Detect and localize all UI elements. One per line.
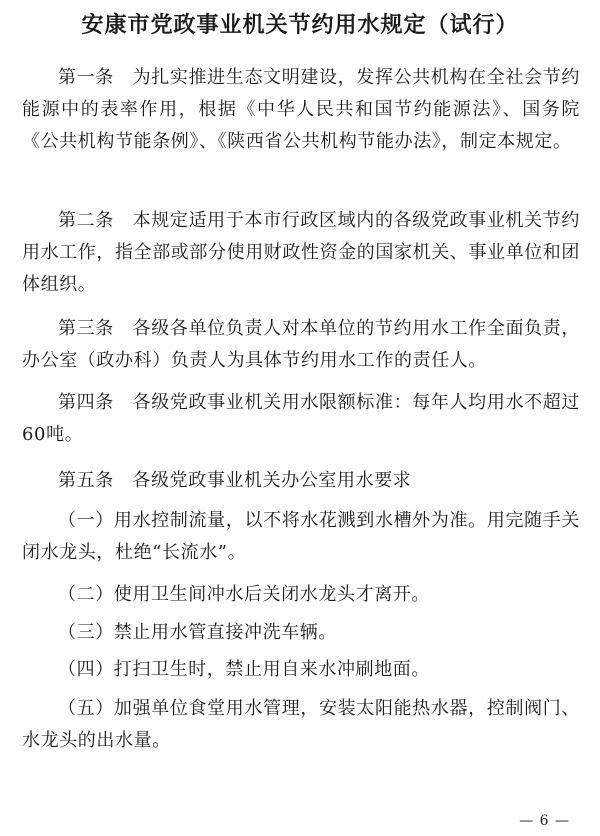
document-title: 安康市党政事业机关节约用水规定（试行）: [81, 12, 519, 38]
article-5-item-2: （二）使用卫生间冲水后关闭水龙头才离开。: [58, 584, 430, 605]
article-5: 第五条 各级党政事业机关办公室用水要求: [58, 470, 412, 491]
article-5-item-4: （四）打扫卫生时，禁止用自来水冲刷地面。: [58, 659, 430, 680]
article-4: 第四条 各级党政事业机关用水限额标准：每年人均用水不超过60吨。: [22, 392, 580, 445]
page-number: — 6 —: [519, 813, 570, 829]
article-5-item-1: （一）用水控制流量，以不将水花溅到水槽外为准。用完随手关闭水龙头，杜绝“长流水”。: [22, 510, 580, 563]
article-2: 第二条 本规定适用于本市行政区域内的各级党政事业机关节约用水工作，指全部或部分使用财政性资金的国家机关、事业单位和团体组织。: [22, 210, 580, 295]
article-5-item-5: （五）加强单位食堂用水管理，安装太阳能热水器，控制阀门、水龙头的出水量。: [22, 698, 580, 751]
article-3: 第三条 各级各单位负责人对本单位的节约用水工作全面负责，办公室（政办科）负责人为具体节约用水工作的责任人。: [22, 318, 580, 371]
article-1: 第一条 为扎实推进生态文明建设，发挥公共机构在全社会节约能源中的表率作用，根据《中华人民共和国节约能源法》、国务院《公共机构节能条例》、《陕西省公共机构节能办法》，制定本规定。: [22, 67, 580, 152]
article-5-item-3: （三）禁止用水管直接冲洗车辆。: [58, 622, 337, 643]
